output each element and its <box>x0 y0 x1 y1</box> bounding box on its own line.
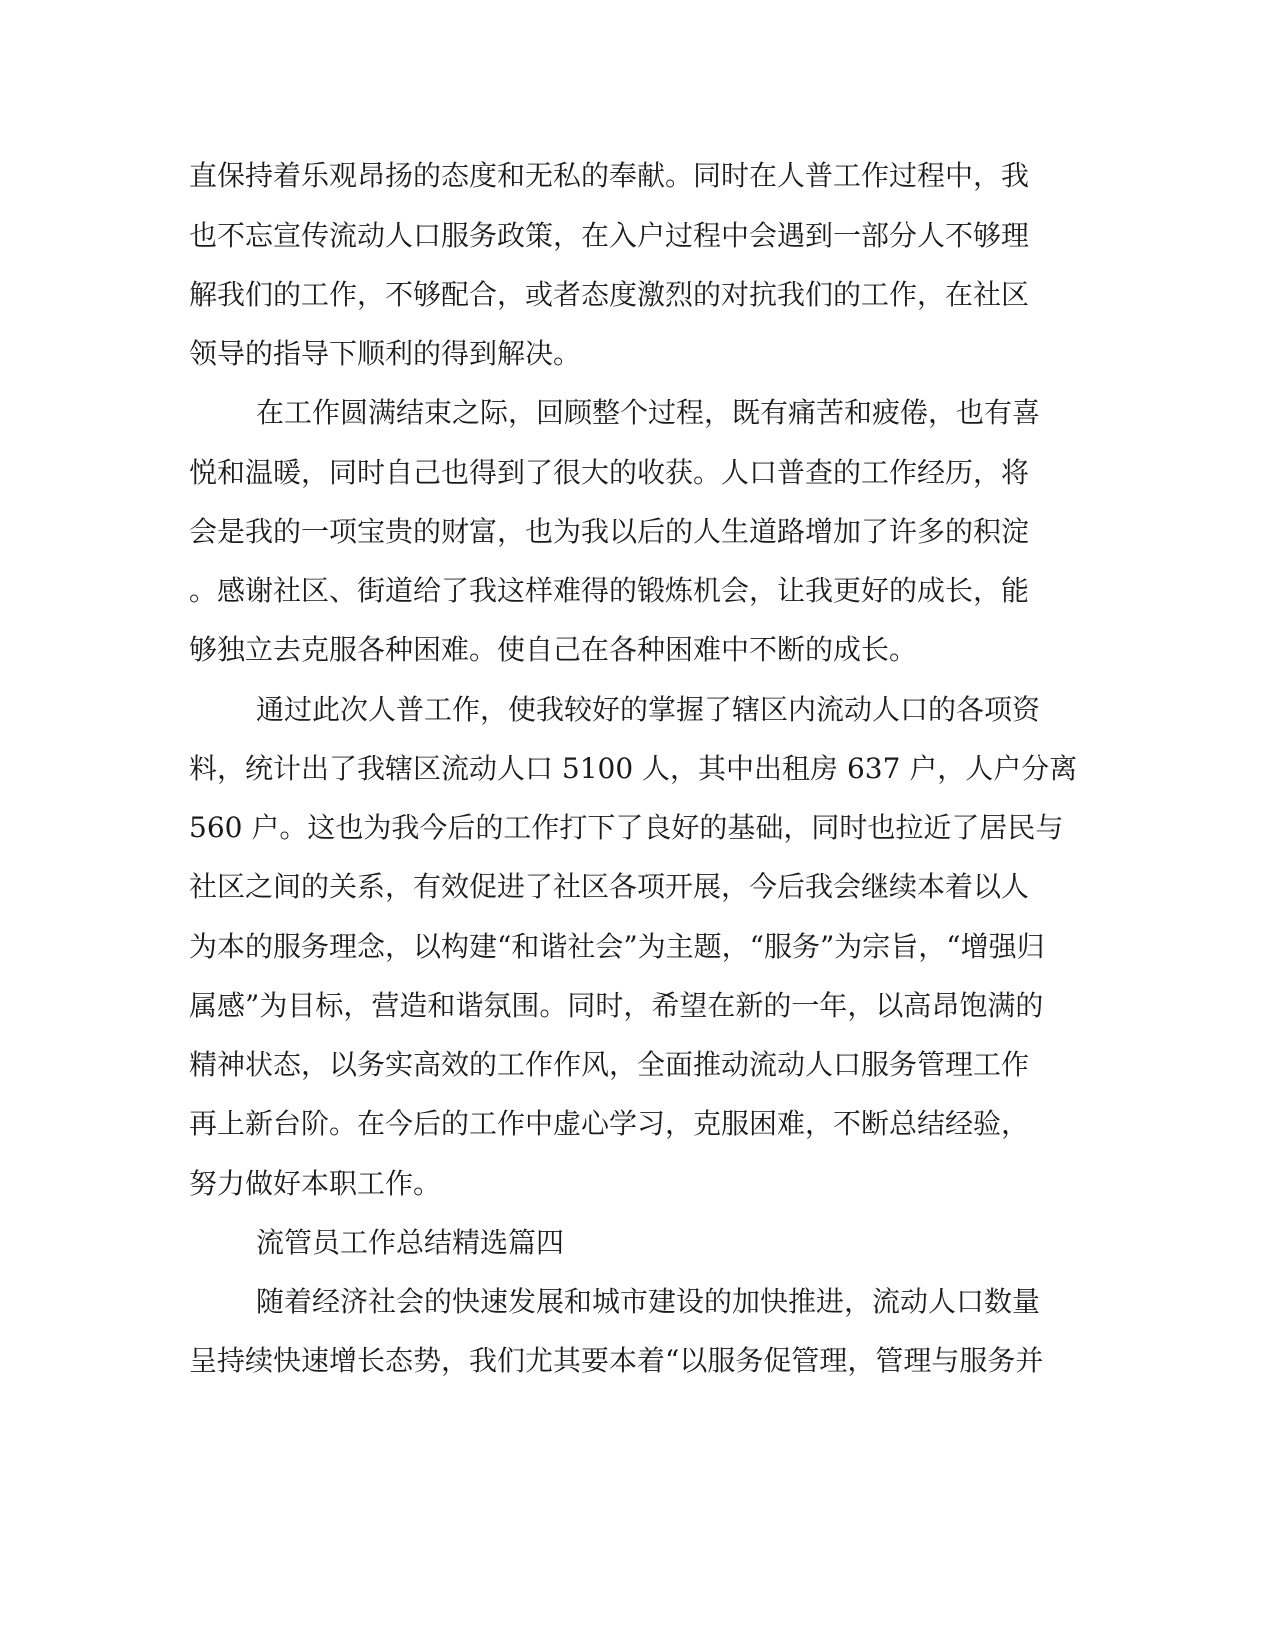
text-line: 560 户。这也为我今后的工作打下了良好的基础，同时也拉近了居民与 <box>189 811 1064 844</box>
paragraph-first-line: 随着经济社会的快速发展和城市建设的加快推进，流动人口数量 <box>256 1285 1041 1318</box>
text-line: 会是我的一项宝贵的财富，也为我以后的人生道路增加了许多的积淀 <box>189 515 1030 548</box>
paragraph-first-line: 通过此次人普工作，使我较好的掌握了辖区内流动人口的各项资 <box>256 693 1041 726</box>
text-line: 够独立去克服各种困难。使自己在各种困难中不断的成长。 <box>189 633 918 666</box>
text-line: 。感谢社区、街道给了我这样难得的锻炼机会，让我更好的成长，能 <box>189 574 1030 607</box>
text-line: 努力做好本职工作。 <box>189 1167 442 1200</box>
text-line: 呈持续快速增长态势，我们尤其要本着“以服务促管理，管理与服务并 <box>189 1344 1044 1377</box>
section-heading: 流管员工作总结精选篇四 <box>256 1226 565 1259</box>
text-line: 再上新台阶。在今后的工作中虚心学习，克服困难，不断总结经验， <box>189 1107 1030 1140</box>
text-line: 悦和温暖，同时自己也得到了很大的收获。人口普查的工作经历，将 <box>189 456 1030 489</box>
text-line: 也不忘宣传流动人口服务政策，在入户过程中会遇到一部分人不够理 <box>189 219 1030 252</box>
text-line: 社区之间的关系，有效促进了社区各项开展，今后我会继续本着以人 <box>189 870 1030 903</box>
text-line: 直保持着乐观昂扬的态度和无私的奉献。同时在人普工作过程中，我 <box>189 159 1030 192</box>
paragraph-first-line: 在工作圆满结束之际，回顾整个过程，既有痛苦和疲倦，也有喜 <box>256 396 1041 429</box>
text-line: 解我们的工作，不够配合，或者态度激烈的对抗我们的工作，在社区 <box>189 278 1030 311</box>
text-line: 料，统计出了我辖区流动人口 5100 人，其中出租房 637 户，人户分离 <box>189 752 1078 785</box>
text-line: 领导的指导下顺利的得到解决。 <box>189 337 582 370</box>
text-line: 为本的服务理念，以构建“和谐社会”为主题，“服务”为宗旨，“增强归 <box>189 930 1045 963</box>
text-line: 精神状态，以务实高效的工作作风，全面推动流动人口服务管理工作 <box>189 1048 1030 1081</box>
text-line: 属感”为目标，营造和谐氛围。同时，希望在新的一年，以高昂饱满的 <box>189 989 1044 1022</box>
